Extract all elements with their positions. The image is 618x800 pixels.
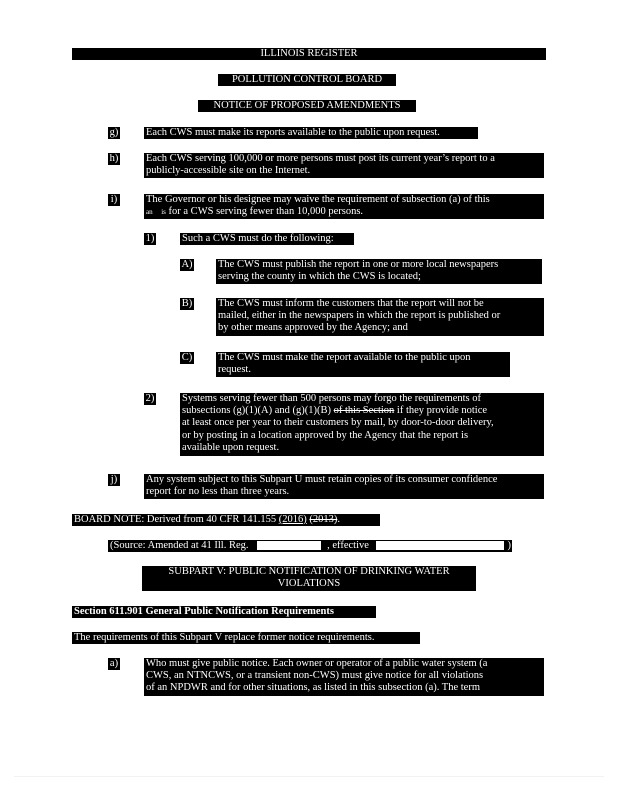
item-a-text <box>144 658 544 696</box>
item-j-label: j) <box>108 474 120 486</box>
item-i1b-line2: mailed, either in the newspapers in which the report is published or <box>218 310 501 322</box>
item-a-line2: CWS, an NTNCWS, or a transient non-CWS) must give notice for all violations <box>146 670 484 682</box>
item-i2-line4: or by posting in a location approved by the Agency that the report is <box>182 429 469 441</box>
item-i1-text: Such a CWS must do the following: <box>180 233 354 245</box>
item-i2-text <box>180 393 544 456</box>
board-title: POLLUTION CONTROL BOARD <box>218 74 396 86</box>
source-effective: , effective <box>327 540 369 551</box>
source-prefix: (Source: Amended at 41 Ill. Reg. <box>110 540 249 551</box>
board-note-inserted-year: (2016) <box>278 514 307 525</box>
item-i1c-label: C) <box>181 352 193 363</box>
item-i2-line2-a: subsections (g)(1)(A) and (g)(1)(B) <box>182 405 331 417</box>
item-i1a-line1: The CWS must publish the report in one or more local newspapers <box>218 259 499 270</box>
item-i-line2-rest: for a CWS serving fewer than 10,000 persons. <box>168 206 364 218</box>
item-a-line1: Who must give public notice. Each owner or operator of a public water system (a <box>146 658 488 669</box>
item-i1c-text <box>216 352 510 377</box>
item-i1-label: 1) <box>145 233 155 244</box>
item-i-line1: The Governor or his designee may waive the requirement of subsection (a) of this <box>146 194 490 205</box>
item-a-label: a) <box>109 658 119 669</box>
item-i1a-text <box>216 259 542 284</box>
item-i-text <box>144 194 544 219</box>
section-intro: The requirements of this Subpart V replace former notice requirements. <box>72 632 420 644</box>
item-i1a-line2: serving the county in which the CWS is located; <box>218 271 421 283</box>
item-i2-line2-b: if they provide notice <box>396 405 488 417</box>
item-g-text: Each CWS must make its reports available to the public upon request. <box>144 127 478 139</box>
item-h-line1: Each CWS serving 100,000 or more persons must post its current year’s report to a <box>146 153 495 164</box>
item-i-mark2: is <box>161 208 166 217</box>
item-i2-line5: available upon request. <box>182 441 280 453</box>
item-i2-line1: Systems serving fewer than 500 persons may forgo the requirements of <box>182 393 481 404</box>
item-j-line1: Any system subject to this Subpart U must retain copies of its consumer confidence <box>146 474 498 485</box>
source-line <box>108 540 512 552</box>
subpart-line1: SUBPART V: PUBLIC NOTIFICATION OF DRINKING WATER <box>168 566 450 577</box>
subpart-line2: VIOLATIONS <box>277 578 341 590</box>
register-title: ILLINOIS REGISTER <box>72 48 546 60</box>
item-i1b-line3: by other means approved by the Agency; and <box>218 322 408 334</box>
board-note-prefix: BOARD NOTE: Derived from 40 CFR 141.155 <box>74 514 279 525</box>
item-i1b-label: B) <box>181 298 193 309</box>
source-blank-date <box>376 541 504 550</box>
item-j-text <box>144 474 544 499</box>
item-h-label: h) <box>109 153 119 164</box>
item-i1b-line1: The CWS must inform the customers that the report will not be <box>218 298 484 309</box>
item-i2-struck-text: of this Section <box>333 405 395 417</box>
item-i1b-text <box>216 298 544 336</box>
item-j-line2: report for no less than three years. <box>146 486 290 498</box>
item-i2-line3: at least once per year to their customers by mail, by door-to-door delivery, <box>182 417 494 429</box>
item-i-label: i) <box>108 194 120 206</box>
item-i1c-line2: request. <box>218 364 251 376</box>
item-g-label: g) <box>109 127 119 138</box>
item-i1c-line1: The CWS must make the report available to the public upon <box>218 352 471 363</box>
item-i-line2 <box>146 206 542 218</box>
section-heading: Section 611.901 General Public Notification Requirements <box>72 606 376 618</box>
page-bottom-rule <box>14 776 604 777</box>
source-close: ) <box>507 540 512 551</box>
item-h-line2: publicly-accessible site on the Internet. <box>146 165 311 177</box>
item-h-text <box>144 153 544 178</box>
item-a-line3: of an NPDWR and for other situations, as listed in this subsection (a). The term <box>146 682 480 694</box>
item-i-mark1: an <box>146 208 153 217</box>
subpart-heading <box>142 566 476 591</box>
notice-title: NOTICE OF PROPOSED AMENDMENTS <box>198 100 416 112</box>
board-note: BOARD NOTE: Derived from 40 CFR 141.155 (2016) (2013). <box>72 514 380 526</box>
item-i2-line2 <box>182 405 542 417</box>
source-blank-register <box>257 541 321 550</box>
item-i1a-label: A) <box>181 259 193 270</box>
item-i2-label: 2) <box>145 393 155 404</box>
board-note-struck-year: (2013) <box>309 514 338 525</box>
